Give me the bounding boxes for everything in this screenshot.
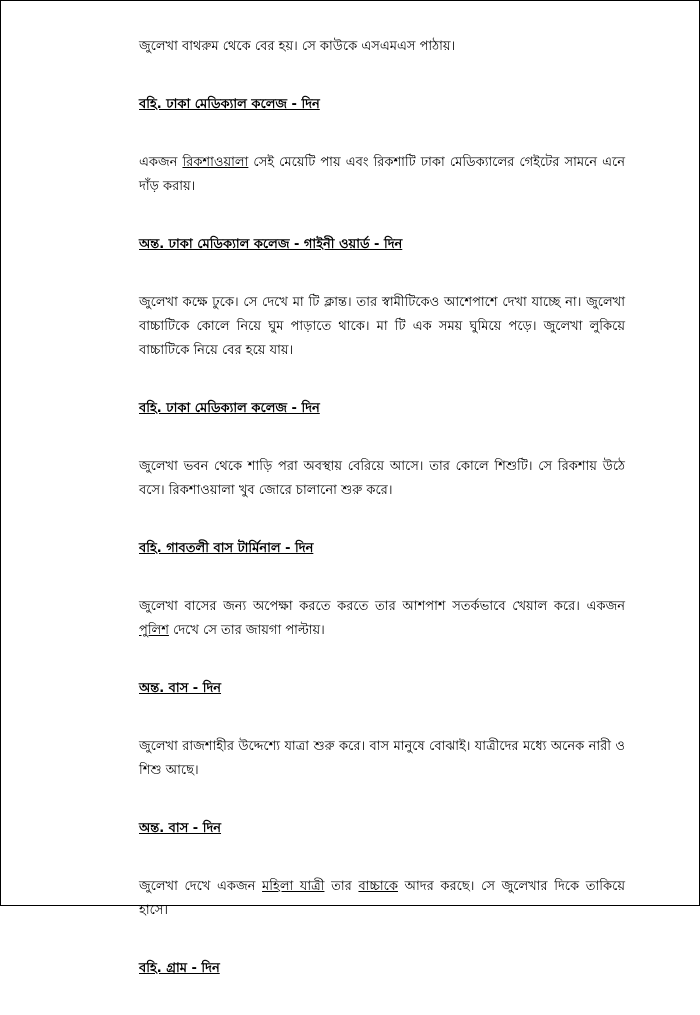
underlined-character-name: পুলিশ — [139, 623, 169, 638]
scene-heading-text: বহি. গ্রাম - দিন — [139, 961, 220, 976]
underlined-character-name: মহিলা যাত্রী — [262, 879, 325, 894]
scene-heading — [139, 677, 625, 701]
action-text: দেখে সে তার জায়গা পাল্টায়। — [168, 623, 325, 638]
scene-heading — [139, 957, 625, 981]
action-text: জুলেখা বাসের জন্য অপেক্ষা করতে করতে তার আশপাশ সতর্কভাবে খেয়াল করে। একজন — [139, 599, 625, 614]
scene-heading-text: বহি. ঢাকা মেডিক্যাল কলেজ - দিন — [139, 401, 320, 416]
action-text: জুলেখা রাজশাহীর উদ্দেশ্যে যাত্রা শুরু করে। বাস মানুষে বোঝাই। যাত্রীদের মধ্যে অনেক নারী ও শিশু আছে। — [139, 739, 625, 778]
scene-heading-text: বহি. ঢাকা মেডিক্যাল কলেজ - দিন — [139, 97, 320, 112]
action-text: তার — [324, 879, 359, 894]
script-content — [139, 35, 625, 1015]
scene-heading — [139, 233, 625, 257]
scene-heading — [139, 537, 625, 561]
scene-heading — [139, 817, 625, 841]
action-paragraph — [139, 875, 625, 923]
scene-heading-text: অন্ত. ঢাকা মেডিক্যাল কলেজ - গাইনী ওয়ার্ড - দিন — [139, 237, 403, 252]
action-paragraph — [139, 735, 625, 783]
scene-heading — [139, 397, 625, 421]
action-text: জুলেখা দেখে একজন — [139, 879, 263, 894]
action-paragraph — [139, 291, 625, 363]
underlined-character-name: বাচ্চাকে — [358, 879, 398, 894]
action-paragraph — [139, 35, 625, 59]
scene-heading — [139, 93, 625, 117]
scene-heading-text: বহি. গাবতলী বাস টার্মিনাল - দিন — [139, 541, 314, 556]
scene-heading-text: অন্ত. বাস - দিন — [139, 681, 222, 696]
action-text: জুলেখা কক্ষে ঢুকে। সে দেখে মা টি ক্লান্ত। তার স্বামীটিকেও আশেপাশে দেখা যাচ্ছে না। জুলেখা বাচ্চাটিকে কোলে নিয়ে ঘুম পাড়াতে থাকে। মা টি এক সময় ঘুমিয়ে পড়ে। জুলেখা লুকিয়ে বাচ্চাটিকে নিয়ে বের হয়ে যায়। — [139, 295, 625, 358]
action-paragraph — [139, 595, 625, 643]
action-text: আদর করছে। সে জুলেখার দিকে তাকিয়ে হাসে। — [139, 879, 625, 918]
action-paragraph — [139, 151, 625, 199]
action-paragraph — [139, 455, 625, 503]
action-text: সেই মেয়েটি পায় এবং রিকশাটি ঢাকা মেডিক্যালের গেইটের সামনে এনে দাঁড় করায়। — [139, 155, 625, 194]
underlined-character-name: রিকশাওয়ালা — [182, 155, 249, 170]
action-text: জুলেখা বাথরুম থেকে বের হয়। সে কাউকে এসএমএস পাঠায়। — [139, 39, 456, 54]
action-text: জুলেখা ভবন থেকে শাড়ি পরা অবস্থায় বেরিয়ে আসে। তার কোলে শিশুটি। সে রিকশায় উঠে বসে। রিকশাওয়ালা খুব জোরে চালানো শুরু করে। — [139, 459, 625, 498]
scene-heading-text: অন্ত. বাস - দিন — [139, 821, 222, 836]
action-text: একজন — [139, 155, 183, 170]
